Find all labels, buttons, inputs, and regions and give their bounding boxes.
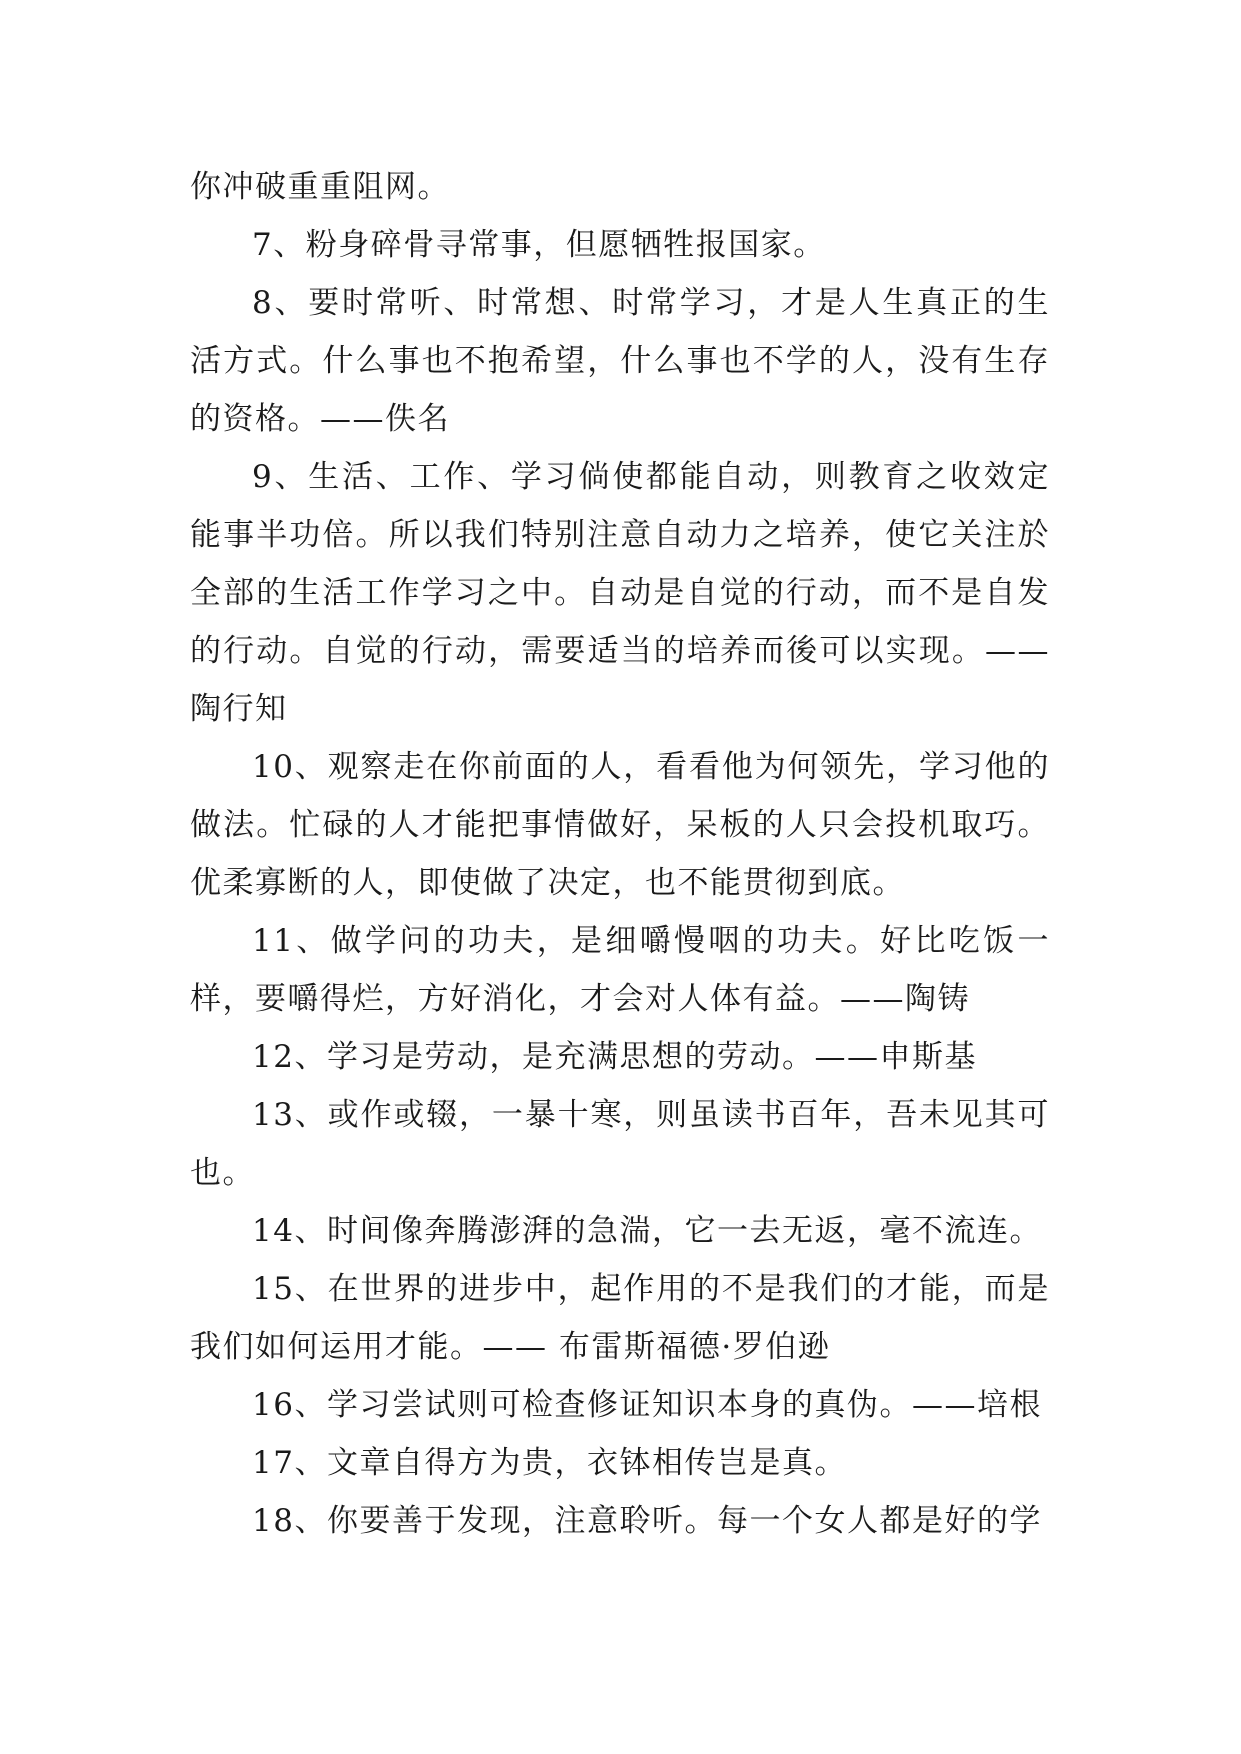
quote-15: 15、在世界的进步中，起作用的不是我们的才能，而是我们如何运用才能。—— 布雷斯福德·罗伯逊 bbox=[190, 1271, 1050, 1365]
quote-7: 7、粉身碎骨寻常事，但愿牺牲报国家。 bbox=[252, 227, 826, 263]
paragraph-continuation: 你冲破重重阻网。 bbox=[190, 169, 450, 205]
quote-11: 11、做学问的功夫，是细嚼慢咽的功夫。好比吃饭一样，要嚼得烂，方好消化，才会对人体有益。——陶铸 bbox=[190, 923, 1050, 1017]
quote-14: 14、时间像奔腾澎湃的急湍，它一去无返，毫不流连。 bbox=[252, 1213, 1042, 1249]
quote-10: 10、观察走在你前面的人，看看他为何领先，学习他的做法。忙碌的人才能把事情做好，呆板的人只会投机取巧。优柔寡断的人，即使做了决定，也不能贯彻到底。 bbox=[190, 749, 1050, 901]
quote-18: 18、你要善于发现，注意聆听。每一个女人都是好的学 bbox=[252, 1503, 1042, 1539]
quote-17: 17、文章自得方为贵，衣钵相传岂是真。 bbox=[252, 1445, 847, 1481]
quote-13: 13、或作或辍，一暴十寒，则虽读书百年，吾未见其可也。 bbox=[190, 1097, 1050, 1191]
quote-16: 16、学习尝试则可检查修证知识本身的真伪。——培根 bbox=[252, 1387, 1042, 1423]
document-body bbox=[190, 158, 1050, 1550]
quote-8: 8、要时常听、时常想、时常学习，才是人生真正的生活方式。什么事也不抱希望，什么事也不学的人，没有生存的资格。——佚名 bbox=[190, 285, 1050, 437]
quote-9: 9、生活、工作、学习倘使都能自动，则教育之收效定能事半功倍。所以我们特别注意自动力之培养，使它关注於全部的生活工作学习之中。自动是自觉的行动，而不是自发的行动。自觉的行动，需要适当的培养而後可以实现。——陶行知 bbox=[190, 459, 1050, 727]
quote-12: 12、学习是劳动，是充满思想的劳动。——申斯基 bbox=[252, 1039, 977, 1075]
